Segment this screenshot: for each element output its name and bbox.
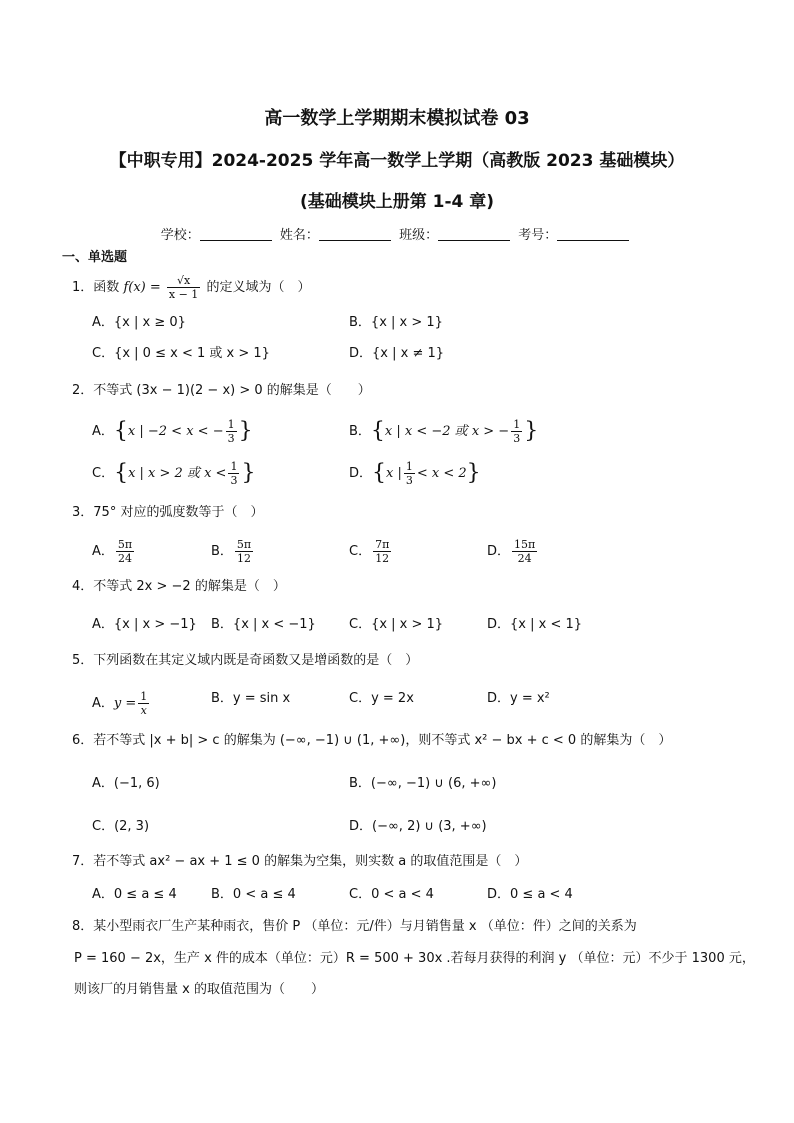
question-8-line-3: 则该厂的月销售量 x 的取值范围为（ ）	[74, 982, 324, 997]
option-c[interactable]: C． $\frac{7\pi}{12}$	[349, 538, 390, 565]
student-info	[0, 224, 794, 243]
question-text: 的定义域为（ ）	[206, 280, 311, 295]
question-text: 函数	[93, 280, 120, 295]
option-d[interactable]: D．0 ≤ a < 4	[487, 887, 573, 902]
option-c[interactable]: C．{x | 0 ≤ x < 1 或 x > 1}	[92, 346, 270, 361]
option-d[interactable]: D．y = x²	[487, 691, 550, 706]
option-d[interactable]: D．(−∞, 2) ∪ (3, +∞)	[349, 819, 487, 834]
school-blank[interactable]	[200, 228, 272, 241]
option-c[interactable]: C．{x | x > 1}	[349, 617, 444, 632]
question-text: 75° 对应的弧度数等于（ ）	[93, 505, 264, 520]
option-d[interactable]: D．{x | $\frac{1}{3}$ < x < 2}	[349, 460, 481, 487]
name-label: 姓名：	[279, 228, 319, 243]
page-title: 高一数学上学期期末模拟试卷 03	[264, 108, 530, 129]
id-blank[interactable]	[557, 228, 629, 241]
question-text: 若不等式 |x + b| > c 的解集为 (−∞, −1) ∪ (1, +∞)，则不等式 x² − bx + c < 0 的解集为（ ）	[93, 733, 672, 748]
question-7: 7．若不等式 ax² − ax + 1 ≤ 0 的解集为空集，则实数 a 的取值范围是（ ）	[72, 854, 528, 869]
name-blank[interactable]	[319, 228, 391, 241]
school-label: 学校：	[160, 228, 200, 243]
page-subtitle: 【中职专用】2024-2025 学年高一数学上学期（高教版 2023 基础模块）	[109, 151, 685, 171]
class-blank[interactable]	[438, 228, 510, 241]
option-d[interactable]: D．{x | x ≠ 1}	[349, 346, 445, 361]
question-text: 下列函数在其定义域内既是奇函数又是增函数的是（ ）	[93, 653, 419, 668]
question-text: 不等式 (3x − 1)(2 − x) > 0 的解集是（ ）	[93, 383, 371, 398]
option-c[interactable]: C．0 < a < 4	[349, 887, 434, 902]
option-a[interactable]: A．{x | −2 < x < − $\frac{1}{3}$ }	[92, 418, 253, 445]
option-b[interactable]: B．{x | x < −2 或 x > − $\frac{1}{3}$ }	[349, 418, 539, 445]
question-5: 5．下列函数在其定义域内既是奇函数又是增函数的是（ ）	[72, 653, 419, 668]
option-c[interactable]: C．(2, 3)	[92, 819, 150, 834]
section-title: 一、单选题	[62, 250, 128, 265]
question-text: 不等式 2x > −2 的解集是（ ）	[93, 579, 286, 594]
option-a[interactable]: A．(−1, 6)	[92, 776, 160, 791]
option-b[interactable]: B．0 < a ≤ 4	[211, 887, 296, 902]
question-text: 某小型雨衣厂生产某种雨衣，售价 P （单位：元/件）与月销售量 x （单位：件）之间的关系为	[93, 919, 637, 934]
option-b[interactable]: B．{x | x > 1}	[349, 315, 443, 330]
question-number: 1．	[72, 280, 94, 295]
question-1	[72, 274, 310, 301]
option-d[interactable]: D．{x | x < 1}	[487, 617, 583, 632]
option-a[interactable]: A．y = $\frac{1}{x}$	[92, 690, 148, 717]
option-b[interactable]: B．(−∞, −1) ∪ (6, +∞)	[349, 776, 497, 791]
option-a[interactable]: A．0 ≤ a ≤ 4	[92, 887, 177, 902]
option-b[interactable]: B．y = sin x	[211, 691, 291, 706]
question-text: 若不等式 ax² − ax + 1 ≤ 0 的解集为空集，则实数 a 的取值范围是（ ）	[93, 854, 528, 869]
option-d[interactable]: D． $\frac{15\pi}{24}$	[487, 538, 536, 565]
question-3: 3．75° 对应的弧度数等于（ ）	[72, 505, 264, 520]
question-8-line-2: P = 160 − 2x，生产 x 件的成本（单位：元）R = 500 + 30x .若每月获得的利润 y （单位：元）不少于 1300 元，	[74, 951, 755, 966]
math-expr: f(x) =	[123, 280, 161, 295]
question-2: 2．不等式 (3x − 1)(2 − x) > 0 的解集是（ ）	[72, 383, 371, 398]
option-c[interactable]: C．{x | x > 2 或 x < $\frac{1}{3}$ }	[92, 460, 256, 487]
option-a[interactable]: A．{x | x ≥ 0}	[92, 315, 186, 330]
id-label: 考号：	[518, 228, 558, 243]
question-8: 8．某小型雨衣厂生产某种雨衣，售价 P （单位：元/件）与月销售量 x （单位：件）之间的关系为	[72, 919, 637, 934]
option-c[interactable]: C．y = 2x	[349, 691, 414, 706]
option-a[interactable]: A．{x | x > −1}	[92, 617, 197, 632]
fraction: $\frac{√x}{x - 1}$	[168, 274, 199, 301]
question-4: 4．不等式 2x > −2 的解集是（ ）	[72, 579, 286, 594]
option-b[interactable]: B． $\frac{5\pi}{12}$	[211, 538, 252, 565]
question-6: 6．若不等式 |x + b| > c 的解集为 (−∞, −1) ∪ (1, +∞)，则不等式 x² − bx + c < 0 的解集为（ ）	[72, 733, 672, 748]
option-a[interactable]: A． $\frac{5\pi}{24}$	[92, 538, 133, 565]
page-scope: (基础模块上册第 1-4 章)	[299, 192, 495, 212]
class-label: 班级：	[399, 228, 439, 243]
option-b[interactable]: B．{x | x < −1}	[211, 617, 316, 632]
